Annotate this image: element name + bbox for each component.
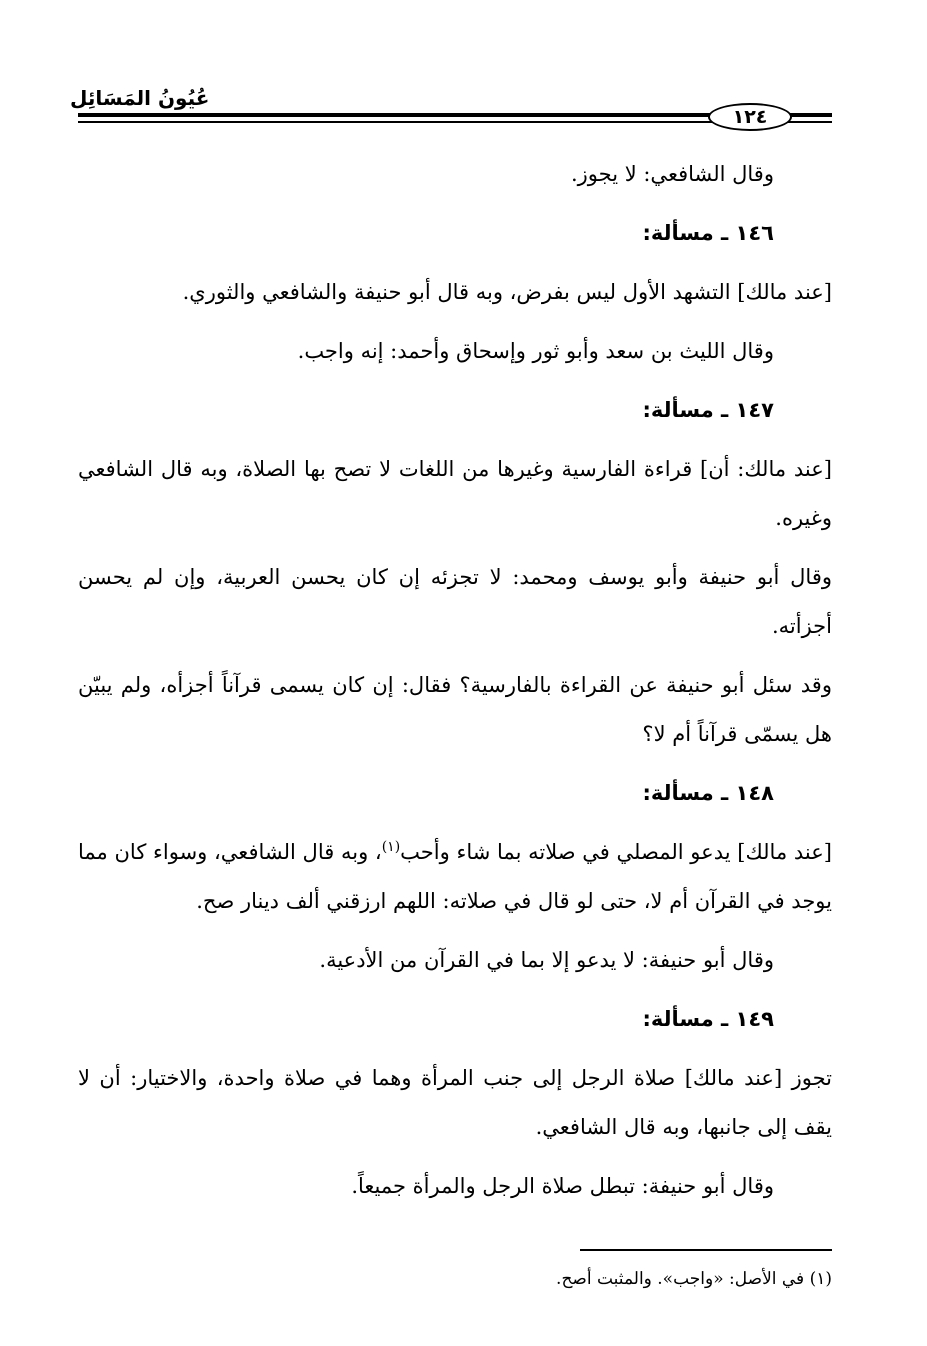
paragraph: وقال الشافعي: لا يجوز. <box>570 162 774 186</box>
paragraph: تجوز [عند مالك] صلاة الرجل إلى جنب المرأة وهما في صلاة واحدة، والاختيار: أن لا يقف إلى جانبها، وبه قال الشافعي. <box>78 1066 832 1139</box>
paragraph: وقال أبو حنيفة وأبو يوسف ومحمد: لا تجزئه إن كان يحسن العربية، وإن لم يحسن أجزأته. <box>78 565 832 638</box>
footnote: (١) في الأصل: «واجب». والمثبت أصح. <box>556 1269 832 1289</box>
running-title: عُيُونُ المَسَائِل <box>70 86 210 110</box>
issue-heading-149: ١٤٩ ـ مسألة: <box>642 1007 774 1031</box>
body-text <box>78 150 832 1221</box>
footnote-rule <box>580 1249 832 1251</box>
paragraph: وقد سئل أبو حنيفة عن القراءة بالفارسية؟ فقال: إن كان يسمى قرآناً أجزأه، ولم يبيّن هل يسمّى قرآناً أم لا؟ <box>78 673 832 746</box>
paragraph: وقال أبو حنيفة: تبطل صلاة الرجل والمرأة جميعاً. <box>351 1174 774 1198</box>
paragraph-with-footnote <box>78 828 832 926</box>
paragraph: وقال الليث بن سعد وأبو ثور وإسحاق وأحمد: إنه واجب. <box>297 339 774 363</box>
issue-heading-148: ١٤٨ ـ مسألة: <box>642 781 774 805</box>
paragraph-part: ، وبه قال الشافعي، وسواء كان مما يوجد في القرآن أم لا، حتى لو قال في صلاته: اللهم ارزقني ألف دينار صح. <box>78 840 832 913</box>
footnote-marker: (١) <box>381 839 401 855</box>
paragraph-part: [عند مالك] يدعو المصلي في صلاته بما شاء وأحب <box>400 840 832 864</box>
page-number: ١٢٤ <box>708 103 792 131</box>
issue-heading-146: ١٤٦ ـ مسألة: <box>642 221 774 245</box>
paragraph: وقال أبو حنيفة: لا يدعو إلا بما في القرآن من الأدعية. <box>319 948 774 972</box>
issue-heading-147: ١٤٧ ـ مسألة: <box>642 398 774 422</box>
paragraph: [عند مالك] التشهد الأول ليس بفرض، وبه قال أبو حنيفة والشافعي والثوري. <box>182 280 832 304</box>
paragraph: [عند مالك: أن] قراءة الفارسية وغيرها من اللغات لا تصح بها الصلاة، وبه قال الشافعي وغيره. <box>78 457 832 530</box>
